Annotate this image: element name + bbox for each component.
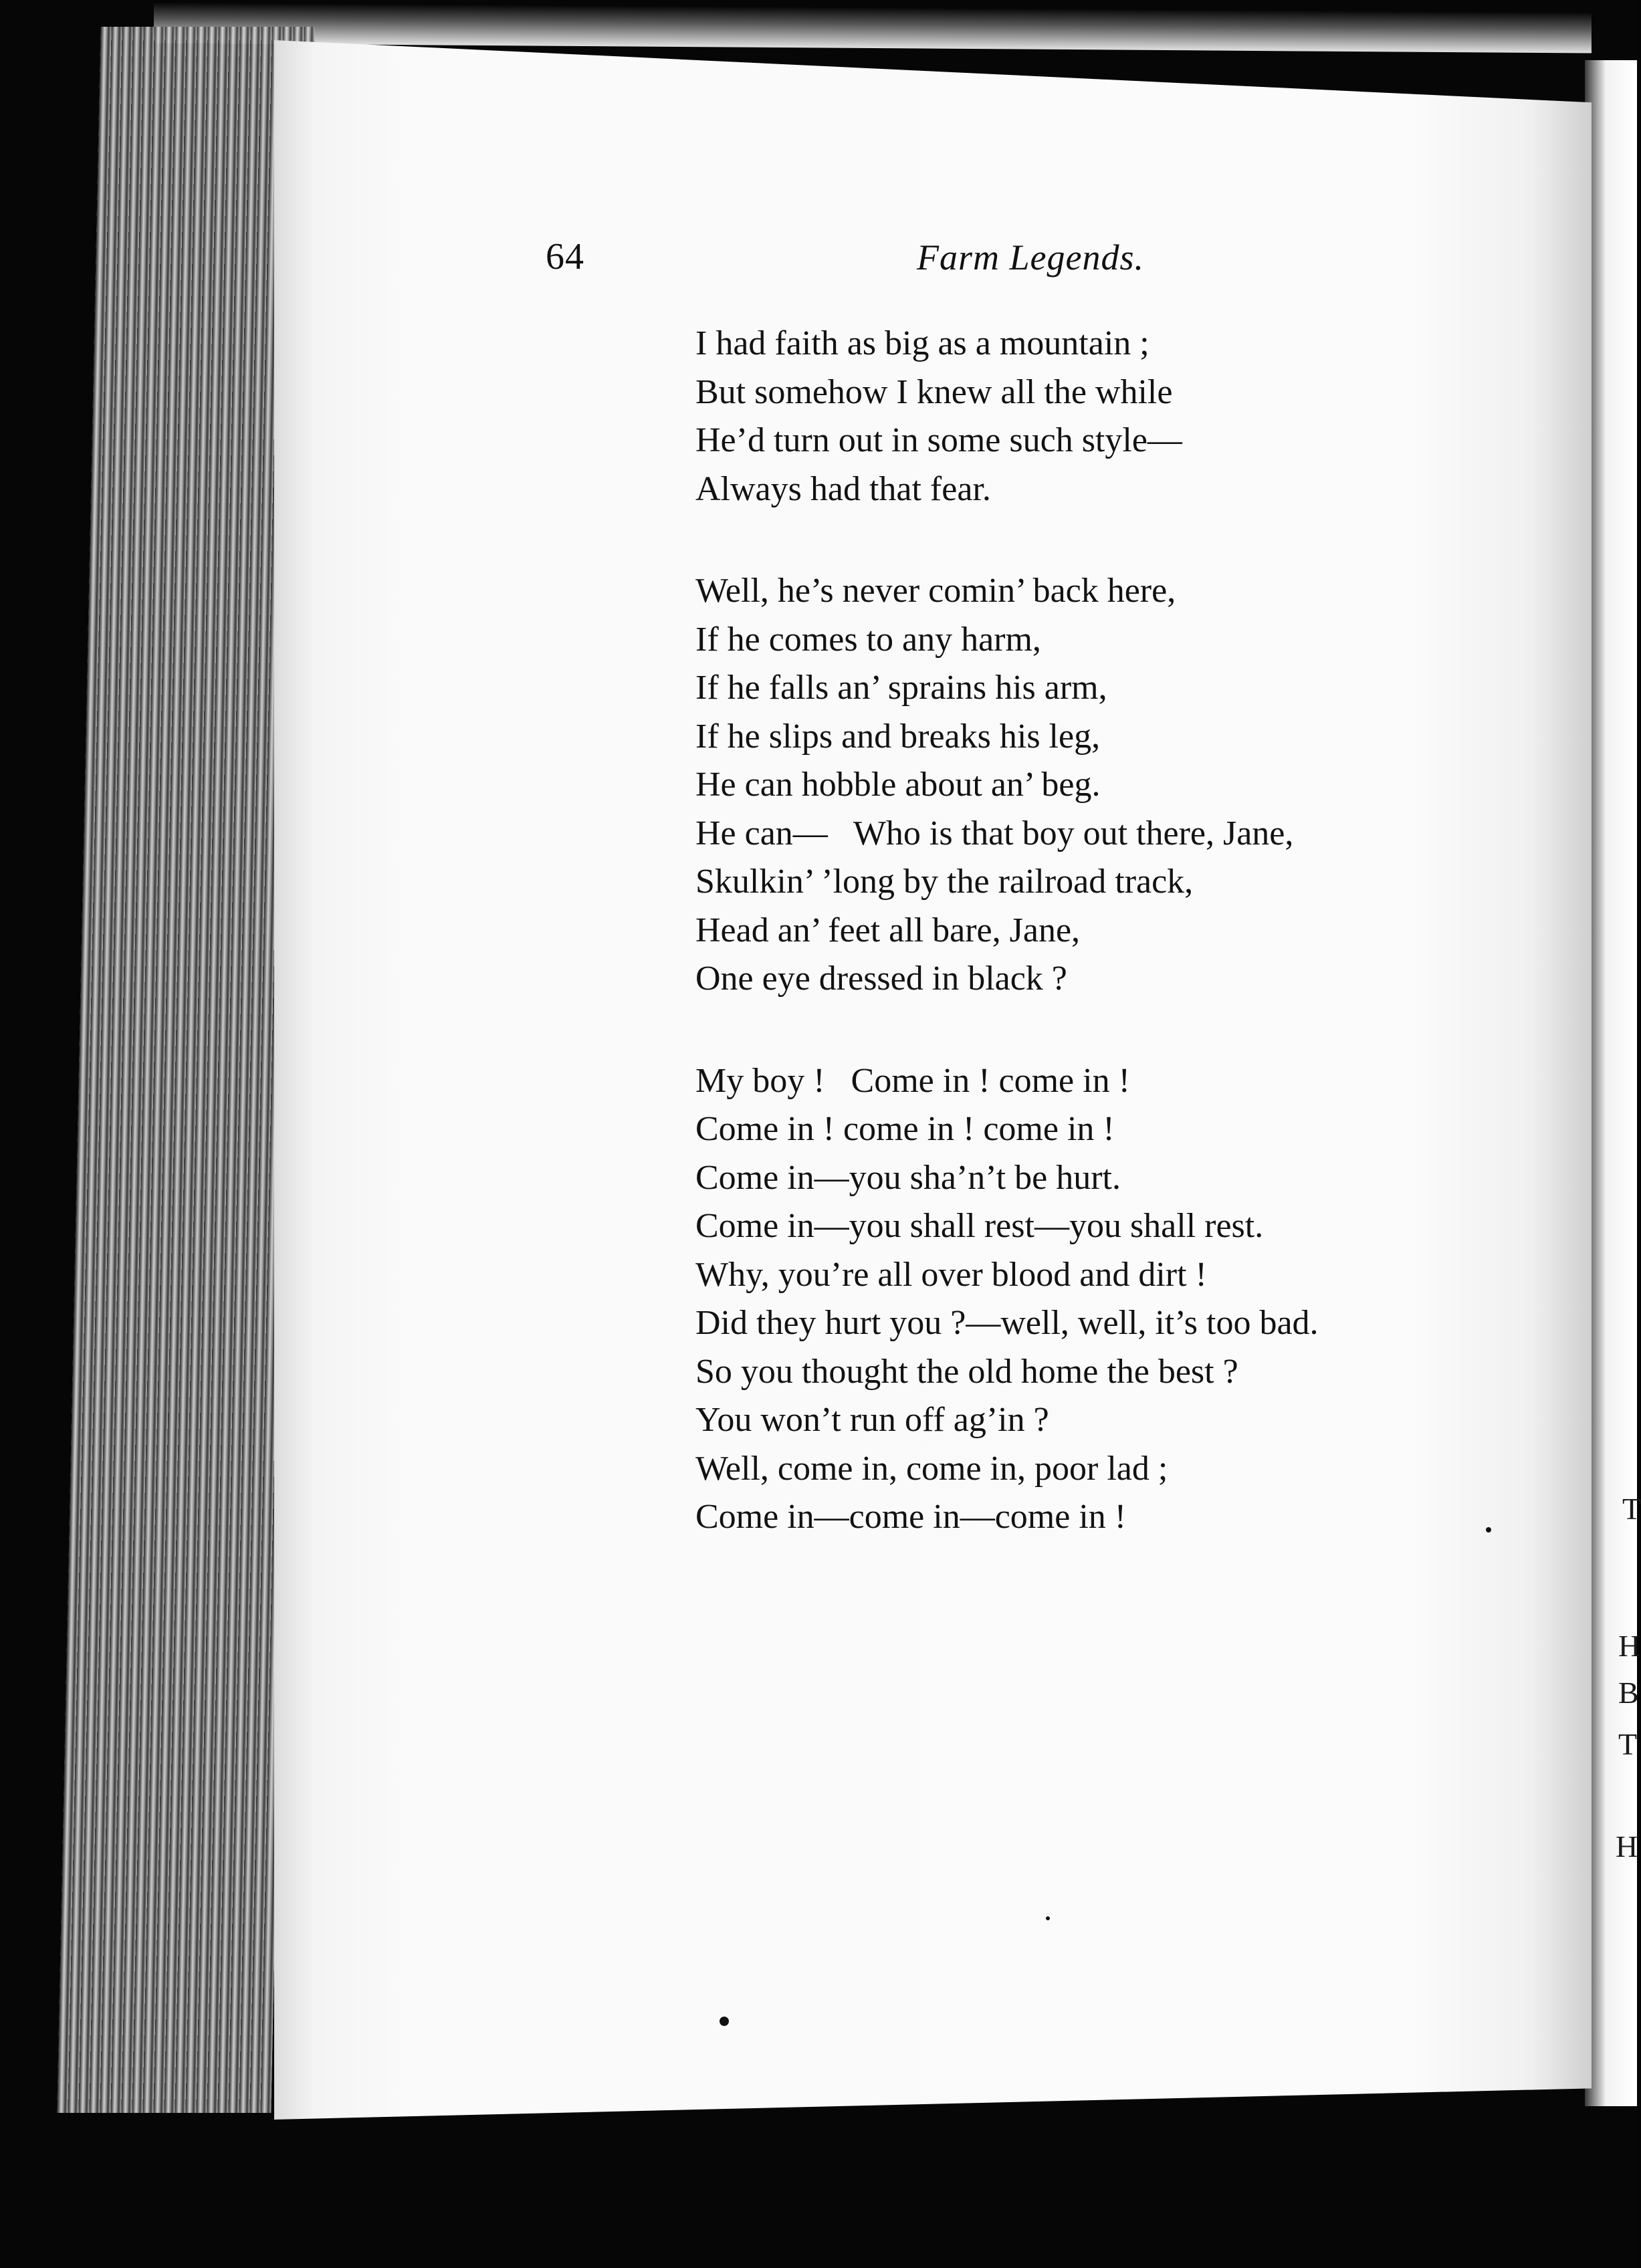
- running-head: [546, 235, 1214, 289]
- page-number: 64: [546, 236, 584, 277]
- poem-line: Skulkin’ ’long by the railroad track,: [695, 863, 1194, 901]
- poem-line: He can hobble about an’ beg.: [695, 766, 1101, 804]
- poem-line: If he comes to any harm,: [695, 620, 1041, 659]
- poem-line: My boy ! Come in ! come in !: [695, 1061, 1130, 1100]
- poem-line: If he falls an’ sprains his arm,: [695, 669, 1107, 707]
- next-page-fragment: T: [1622, 1492, 1641, 1526]
- poem-line: If he slips and breaks his leg,: [695, 717, 1101, 756]
- next-page-fragment: H: [1616, 1829, 1638, 1863]
- running-title: Farm Legends.: [917, 237, 1144, 277]
- poem-line: Come in—come in—come in !: [695, 1498, 1127, 1536]
- next-page-fragment: H: [1618, 1629, 1641, 1663]
- poem-line: Come in ! come in ! come in !: [695, 1110, 1115, 1148]
- next-page-fragment: B: [1618, 1676, 1639, 1710]
- stanza: [695, 320, 1464, 514]
- poem-line: So you thought the old home the best ?: [695, 1352, 1238, 1391]
- poem-line: He’d turn out in some such style—: [695, 421, 1182, 459]
- poem-line: Head an’ feet all bare, Jane,: [695, 911, 1081, 949]
- poem-line: Come in—you shall rest—you shall rest.: [695, 1207, 1264, 1245]
- next-page-fragment: T: [1618, 1727, 1638, 1761]
- poem-line: Well, he’s never comin’ back here,: [695, 572, 1176, 610]
- poem-line: He can— Who is that boy out there, Jane,: [695, 814, 1294, 853]
- poem-line: Well, come in, come in, poor lad ;: [695, 1449, 1168, 1488]
- poem-line: Come in—you sha’n’t be hurt.: [695, 1158, 1121, 1197]
- poem-line: Why, you’re all over blood and dirt !: [695, 1255, 1207, 1294]
- poem-line: Did they hurt you ?—well, well, it’s too bad.: [695, 1304, 1319, 1342]
- scan-speck: [1486, 1527, 1491, 1533]
- poem-line: You won’t run off ag’in ?: [695, 1401, 1049, 1439]
- next-page-edge: [1585, 60, 1637, 2106]
- stanza: [695, 567, 1464, 1004]
- poem-line: Always had that fear.: [695, 469, 991, 508]
- stanza: [695, 1057, 1464, 1542]
- scan-speck: [1046, 1916, 1050, 1920]
- poem-line: One eye dressed in black ?: [695, 959, 1067, 998]
- poem-line: But somehow I knew all the while: [695, 372, 1173, 411]
- poem: [695, 320, 1464, 1595]
- scan-speck: [720, 2017, 729, 2026]
- poem-line: I had faith as big as a mountain ;: [695, 324, 1150, 362]
